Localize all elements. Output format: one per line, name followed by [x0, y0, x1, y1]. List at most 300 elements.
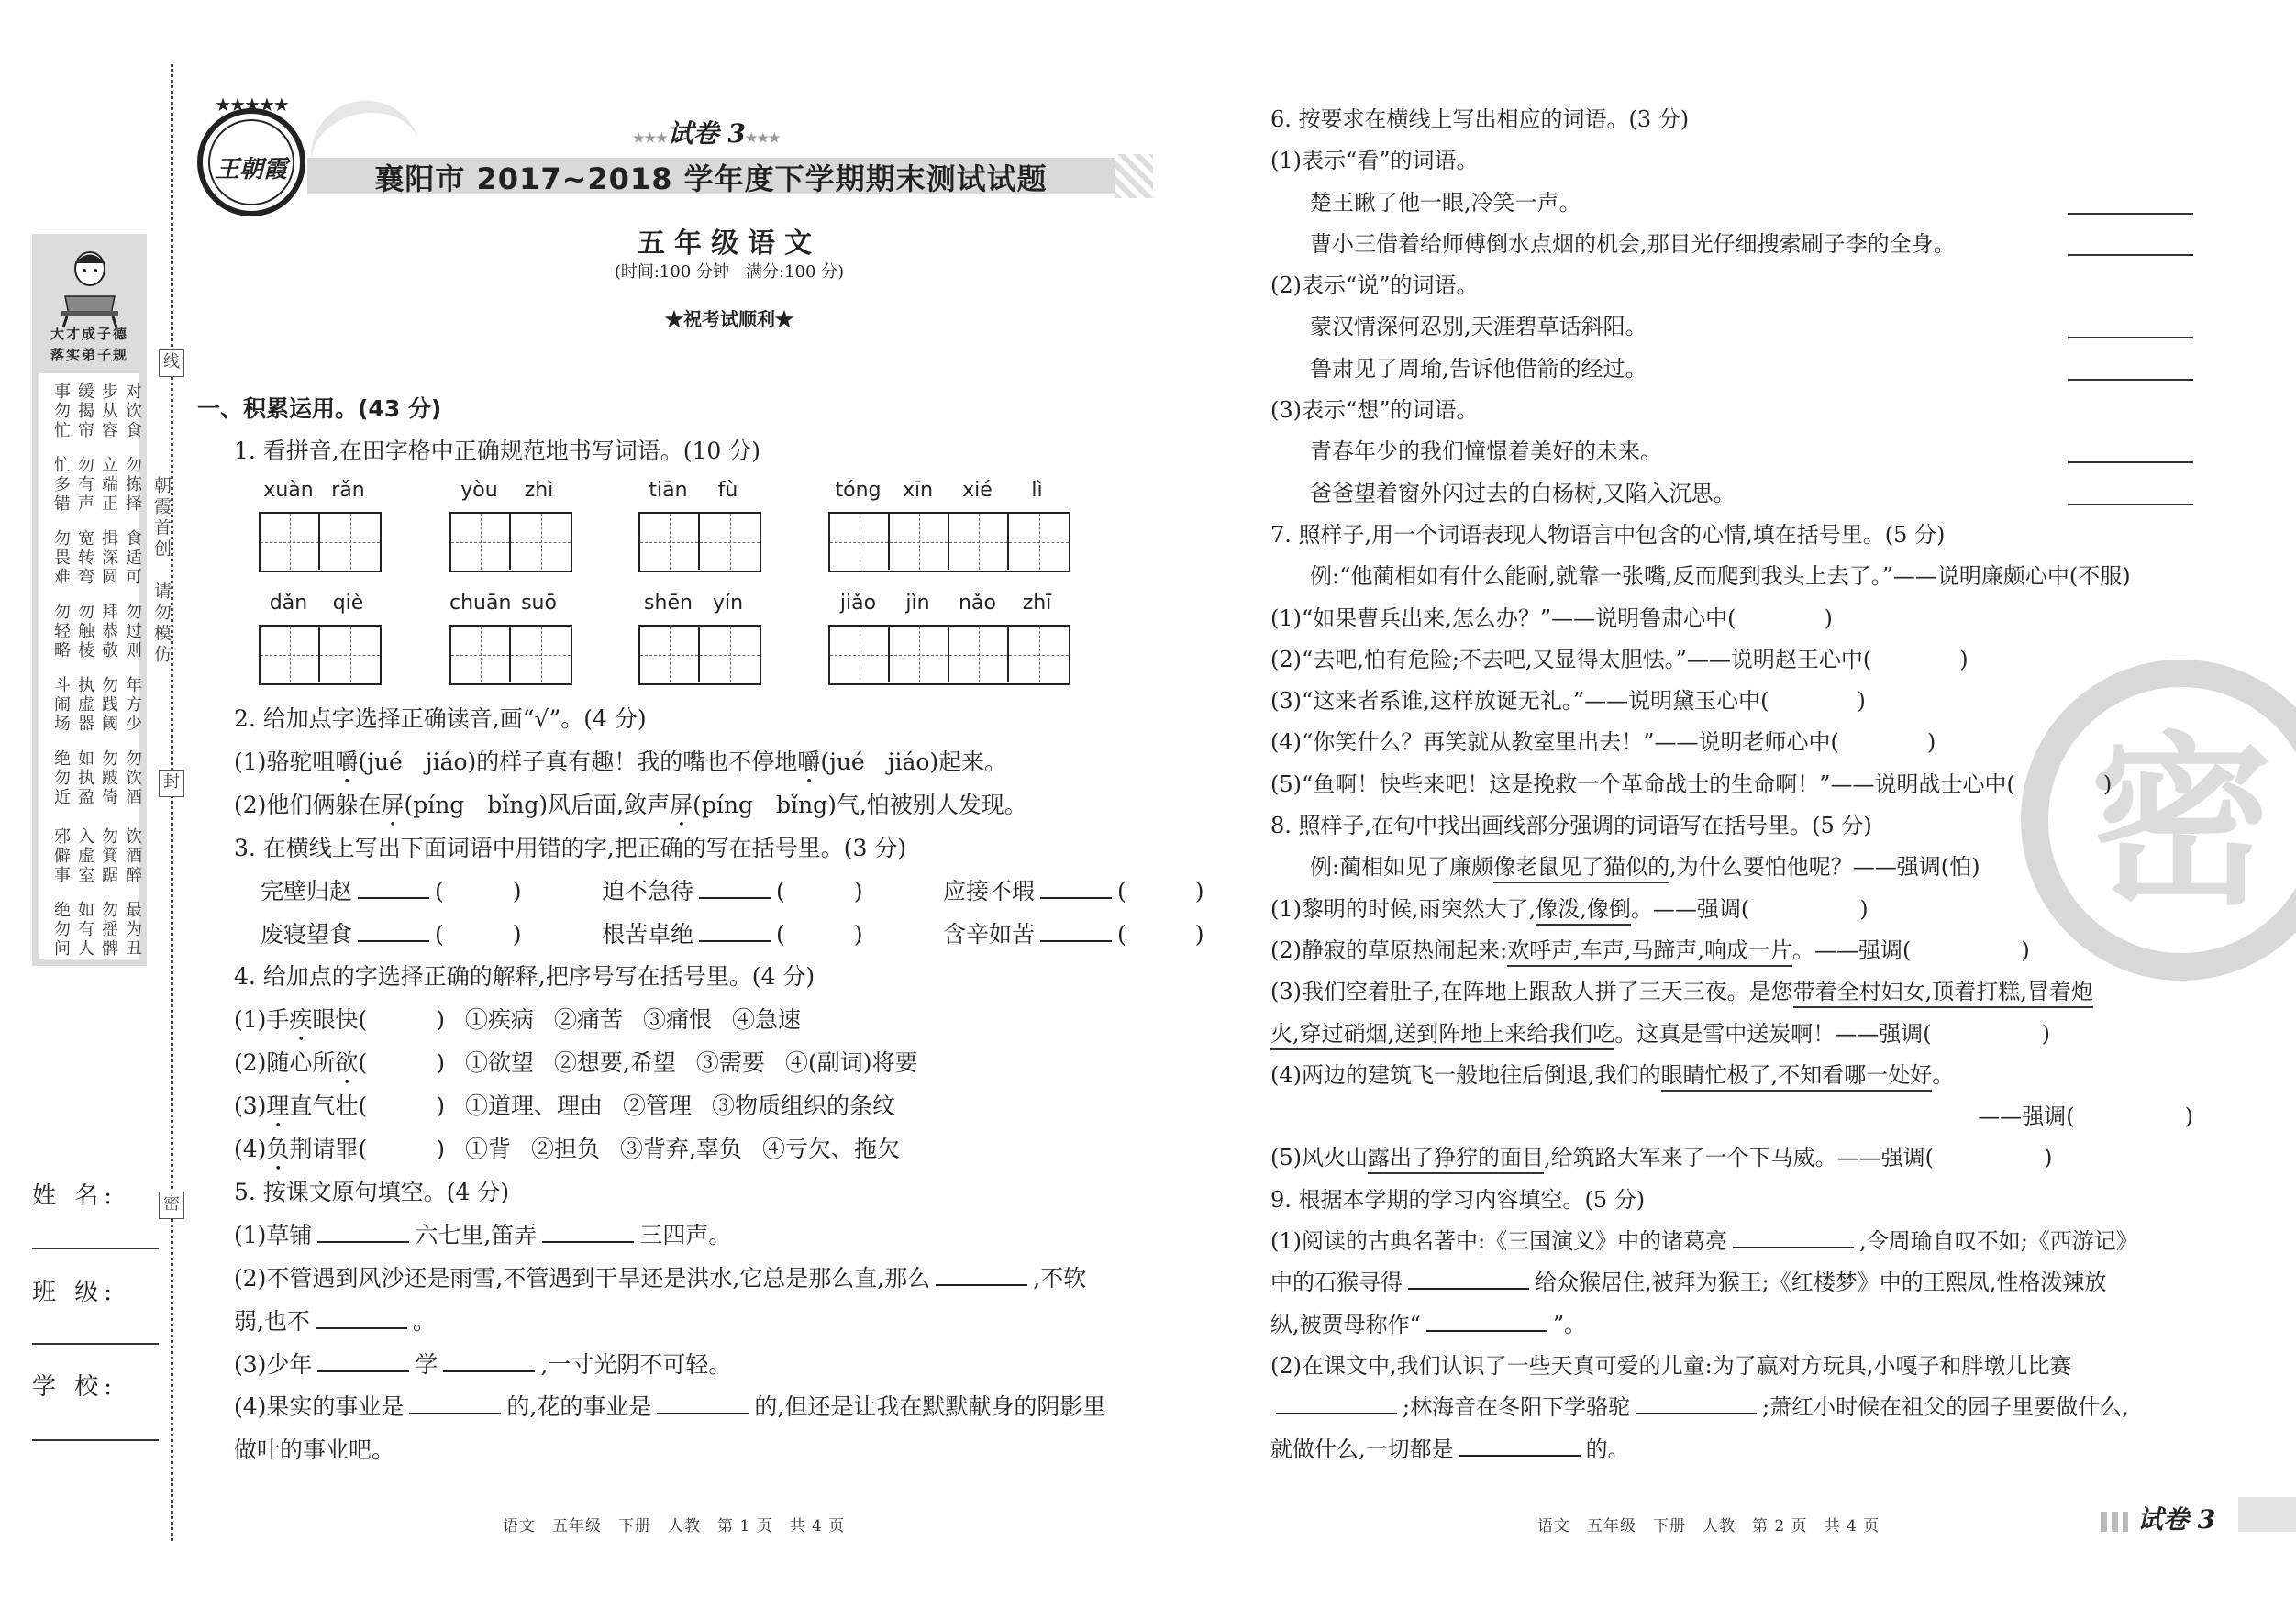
copyright-note: 朝霞首创 请勿模仿	[151, 476, 172, 666]
verse-group	[52, 901, 281, 959]
text-segment: 纵,被贾母称作“	[1270, 1311, 1421, 1337]
answer-option: ④亏欠、拖欠	[761, 1136, 900, 1162]
text-segment: 给众猴居住,被拜为猴王;《红楼梦》中的王熙凤,性格泼辣放	[1535, 1270, 2107, 1296]
idiom-text: 应接不瑕	[943, 877, 1036, 904]
text-segment: (3)表示“想”的词语。	[1270, 397, 1479, 424]
verse-column: 勿饮酒	[123, 749, 142, 807]
answer-blank[interactable]	[699, 879, 771, 899]
right-page-questions	[1270, 99, 2197, 1470]
answer-paren[interactable]: ( )	[1117, 920, 1204, 948]
underlined-phrase: 露出了狰狞的面目	[1368, 1145, 1544, 1174]
answer-option: ①疾病	[464, 1006, 534, 1034]
tianzige-cell[interactable]	[949, 514, 1009, 570]
answer-option: ①背	[464, 1136, 511, 1162]
dotted-character: 疾	[289, 1006, 313, 1034]
text-segment: ,令周瑜自叹不如;《西游记》	[1859, 1228, 2138, 1255]
logo-text: 王朝霞	[215, 156, 287, 183]
question-line	[1270, 140, 2197, 182]
tianzige-cell[interactable]	[511, 514, 571, 570]
dotted-character: 负	[266, 1136, 290, 1162]
answer-blank[interactable]	[317, 1223, 409, 1243]
answer-blank[interactable]	[409, 1394, 501, 1414]
answer-line[interactable]	[2068, 254, 2193, 256]
text-segment: 8. 照样子,在句中找出画线部分强调的词语写在括号里。(5 分)	[1270, 813, 1872, 839]
answer-line[interactable]	[2068, 461, 2193, 463]
answer-blank[interactable]	[1276, 1394, 1397, 1414]
sidebar-dizigui-panel	[32, 234, 147, 966]
verse-column: 勿轻略	[51, 603, 71, 660]
motto-line: 落实弟子规	[50, 347, 128, 363]
name-label: 姓 名:	[32, 1182, 118, 1210]
text-segment: (4)“你笑什么？再笑就从教室里出去！”——说明老师心中( )	[1270, 729, 1936, 756]
pinyin-label: yín	[712, 592, 744, 615]
answer-paren[interactable]: ( )	[435, 877, 522, 904]
verse-column: 勿过则	[123, 603, 142, 660]
pinyin-label: xié	[962, 479, 993, 502]
verse-column: 斗闹场	[51, 676, 71, 734]
question-line	[1270, 1137, 2197, 1179]
text-segment: ;林海音在冬阳下学骆驼	[1403, 1394, 1631, 1421]
paper-number	[633, 114, 781, 150]
question-line	[234, 1347, 731, 1380]
star-icon: ★★★	[633, 131, 668, 146]
answer-line[interactable]	[2068, 337, 2193, 338]
text-segment: 眼快( )	[312, 1006, 445, 1034]
answer-line[interactable]	[2068, 379, 2193, 381]
question-line	[234, 787, 1027, 832]
verse-column: 立端正	[99, 456, 118, 514]
answer-option: ③需要	[695, 1049, 765, 1077]
text-segment: (2)不管遇到风沙还是雨雪,不管遇到干旱还是洪水,它总是那么直,那么	[234, 1264, 931, 1292]
verse-column: 宽转弯	[75, 529, 94, 587]
pinyin-label: xīn	[902, 479, 934, 502]
answer-blank[interactable]	[317, 1352, 409, 1372]
answer-option: ③痛恨	[642, 1006, 712, 1034]
question-line	[234, 1389, 1105, 1422]
choice-question-row	[234, 1002, 801, 1047]
text-segment: ;萧红小时候在祖父的园子里要做什么,	[1762, 1394, 2129, 1421]
tianzige-cell[interactable]	[640, 514, 700, 570]
verse-column: 揖深圆	[99, 529, 118, 587]
pinyin-label: shēn	[644, 592, 693, 615]
publisher-logo	[197, 94, 305, 216]
question-line	[1270, 183, 2197, 224]
binding-mark-line: 线	[159, 349, 184, 377]
text-segment: (2)表示“说”的词语。	[1270, 272, 1479, 299]
text-segment: ,给筑路大军来了一个下马威。——强调( )	[1544, 1145, 2053, 1171]
answer-line[interactable]	[2068, 504, 2193, 505]
question-line	[234, 1260, 1086, 1293]
underlined-phrase: 眼睛忙极了,不知看哪一处好	[1661, 1062, 1933, 1092]
text-segment: 的。	[1585, 1436, 1630, 1462]
verse-column: 入虚室	[75, 827, 94, 885]
answer-paren[interactable]: ( )	[435, 920, 522, 948]
answer-blank[interactable]	[443, 1352, 535, 1372]
tianzige-box-group	[259, 625, 382, 685]
question-line	[234, 1217, 731, 1250]
question-1-heading: 1. 看拼音,在田字格中正确规范地书写词语。(10 分)	[234, 438, 761, 464]
text-segment: (2)静寂的草原热闹起来:	[1270, 937, 1508, 963]
pinyin-label: fù	[717, 479, 738, 502]
text-segment: ”。	[1552, 1311, 1587, 1337]
exam-title: 襄阳市 2017~2018 学年度下学期期末测试试题	[374, 161, 1048, 196]
tianzige-cell[interactable]	[890, 514, 949, 570]
underlined-phrase: 像老鼠见了猫似的	[1493, 854, 1669, 883]
tianzige-box-group	[828, 625, 1070, 685]
answer-option: ①欲望	[464, 1049, 534, 1077]
verse-column: 事勿忙	[51, 383, 71, 440]
answer-paren[interactable]: ( )	[1117, 877, 1204, 904]
text-segment: (3)“这来者系谁,这样放诞无礼。”——说明黛玉心中( )	[1270, 688, 1866, 715]
question-line	[1270, 431, 2197, 472]
text-segment: 2. 给加点字选择正确读音,画“√”。(4 分)	[234, 705, 647, 732]
pinyin-label: nǎo	[959, 592, 996, 615]
text-segment: (2)在课文中,我们认识了一些天真可爱的儿童:为了赢对方玩具,小嘎子和胖墩儿比赛	[1270, 1352, 2072, 1379]
ribbon-pattern	[1115, 154, 1153, 198]
tianzige-box-group	[638, 625, 761, 685]
verse-column: 饮酒醉	[123, 827, 142, 885]
underlined-phrase: 火,穿过硝烟,送到阵地上来给我们吃	[1270, 1021, 1614, 1050]
tianzige-cell[interactable]	[1009, 627, 1069, 682]
question-line	[1270, 224, 2197, 265]
good-luck-text: ★祝考试顺利★	[665, 308, 793, 330]
tianzige-cell[interactable]	[890, 627, 949, 682]
text-segment: 直气壮( )	[289, 1092, 445, 1120]
question-line	[1270, 99, 2197, 140]
correction-item	[261, 873, 602, 906]
tianzige-cell[interactable]	[700, 627, 760, 682]
question-line	[1270, 889, 2197, 930]
question-line	[1270, 1387, 2197, 1428]
dotted-character: 屏	[670, 791, 693, 818]
verse-column: 最为丑	[123, 901, 142, 959]
question-line	[1270, 556, 2197, 597]
text-segment: 例:“他蔺相如有什么能耐,就靠一张嘴,反而爬到我头上去了。”——说明廉颇心中(不服)	[1310, 563, 2131, 590]
tianzige-cell[interactable]	[1009, 514, 1069, 570]
answer-blank[interactable]	[1408, 1270, 1529, 1290]
class-input-line[interactable]	[32, 1343, 159, 1345]
question-line	[1270, 971, 2197, 1013]
student-reading-illustration	[58, 241, 122, 328]
tianzige-cell[interactable]	[261, 627, 320, 682]
question-line	[1270, 764, 2197, 805]
tianzige-cell[interactable]	[640, 627, 700, 682]
correction-item	[602, 916, 943, 949]
text-segment: ,不软	[1033, 1264, 1087, 1292]
verse-group	[52, 603, 281, 660]
text-segment: (1)黎明的时候,雨突然大了,	[1270, 895, 1536, 922]
tianzige-cell[interactable]	[511, 627, 571, 682]
idiom-text: 完壁归赵	[261, 877, 353, 904]
paper-badge: 试卷 3	[2137, 1504, 2216, 1535]
pinyin-label: tiān	[649, 479, 688, 502]
question-line	[234, 830, 906, 863]
answer-blank[interactable]	[657, 1394, 749, 1414]
paper-number-text: 试卷 3	[667, 118, 746, 149]
tianzige-cell[interactable]	[320, 627, 380, 682]
answer-option: ③背弃,辜负	[619, 1136, 742, 1162]
question-line	[1270, 473, 2197, 515]
text-segment: (4)两边的建筑飞一般地往后倒退,我们的	[1270, 1061, 1661, 1088]
text-segment: 弱,也不	[234, 1307, 310, 1335]
answer-paren[interactable]: ( )	[776, 877, 863, 904]
question-line	[1270, 639, 2197, 681]
correction-item	[261, 916, 602, 949]
answer-blank[interactable]	[699, 922, 771, 942]
text-segment: 6. 按要求在横线上写出相应的词语。(3 分)	[1270, 106, 1690, 132]
answer-option: ②痛苦	[553, 1006, 623, 1034]
badge-pattern	[2101, 1512, 2128, 1532]
school-input-line[interactable]	[32, 1439, 159, 1441]
choice-question-row	[234, 1131, 900, 1176]
text-segment: 做叶的事业吧。	[234, 1436, 395, 1464]
tianzige-cell[interactable]	[320, 514, 380, 570]
answer-option: ④急速	[732, 1006, 802, 1034]
answer-blank[interactable]	[1636, 1394, 1757, 1414]
text-segment: (1)“如果曹兵出来,怎么办？”——说明鲁肃心中( )	[1270, 604, 1833, 631]
correction-row	[261, 873, 1284, 906]
verse-column: 勿有声	[75, 456, 94, 514]
question-line	[1270, 722, 2197, 763]
badge-background	[2238, 1497, 2296, 1532]
dotted-character: 理	[266, 1092, 290, 1120]
verse-column: 勿畏难	[51, 529, 71, 587]
star-icon: ★★★	[745, 131, 781, 146]
text-segment: 爸爸望着窗外闪过去的白杨树,又陷入沉思。	[1310, 480, 1736, 506]
section-heading: 一、积累运用。(43 分)	[197, 395, 442, 422]
answer-blank[interactable]	[358, 879, 429, 899]
choice-question-row	[234, 1088, 895, 1133]
question-line	[234, 1303, 436, 1336]
text-segment: ——强调( )	[1978, 1103, 2193, 1130]
text-segment: 。	[412, 1307, 436, 1335]
motto-line: 大才成子德	[50, 326, 128, 342]
choice-question-row	[234, 1045, 917, 1090]
idiom-text: 含辛如苦	[943, 920, 1036, 948]
text-segment: (2)他们俩躲在	[234, 791, 382, 818]
tianzige-cell[interactable]	[949, 627, 1009, 682]
correction-row	[261, 916, 1284, 949]
verse-column: 拜恭敬	[99, 603, 118, 660]
answer-option: ③物质组织的条纹	[711, 1092, 895, 1120]
text-segment: 。	[1932, 1061, 1955, 1088]
pinyin-label: lì	[1031, 479, 1043, 502]
verse-column: 步从容	[99, 383, 118, 440]
answer-paren[interactable]: ( )	[776, 920, 863, 948]
question-line	[1270, 1429, 2197, 1470]
text-segment: (1)草铺	[234, 1221, 313, 1248]
text-segment: 9. 根据本学期的学习内容填空。(5 分)	[1270, 1186, 1646, 1213]
answer-option: ②担负	[530, 1136, 600, 1162]
correction-item	[943, 873, 1284, 906]
question-line	[1270, 847, 2197, 888]
text-segment: (4)	[234, 1136, 267, 1162]
question-line	[234, 744, 1007, 789]
text-segment: (jué jiáo)起来。	[820, 748, 1008, 775]
verse-column: 勿跛倚	[99, 749, 118, 807]
verse-column: 勿拣择	[123, 456, 142, 514]
text-segment: 的,花的事业是	[506, 1393, 652, 1421]
verse-column: 缓揭帘	[75, 383, 94, 440]
question-line	[1270, 349, 2197, 390]
time-and-score: (时间:100 分钟 满分:100 分)	[614, 262, 845, 282]
pinyin-label: jiǎo	[839, 592, 877, 615]
text-segment: 学	[415, 1350, 438, 1378]
text-segment: 荆请罪( )	[289, 1136, 445, 1162]
pinyin-label: dǎn	[269, 592, 308, 615]
correction-item	[602, 873, 943, 906]
answer-line[interactable]	[2068, 213, 2193, 215]
verse-column: 勿摇髀	[99, 901, 118, 959]
answer-blank[interactable]	[542, 1223, 634, 1243]
text-segment: 六七里,笛弄	[415, 1221, 538, 1248]
tianzige-cell[interactable]	[700, 514, 760, 570]
text-segment: 青春年少的我们憧憬着美好的未来。	[1310, 438, 1662, 465]
pinyin-label: tóng	[835, 479, 882, 502]
pinyin-label: xuàn	[263, 479, 314, 502]
idiom-text: 根苦卓绝	[602, 920, 694, 948]
question-line	[234, 701, 647, 734]
verse-column: 绝勿近	[51, 749, 71, 807]
class-label: 班 级:	[32, 1279, 118, 1306]
pinyin-label: zhì	[524, 479, 554, 502]
page-footer-left: 语文 五年级 下册 人教 第 1 页 共 4 页	[503, 1517, 846, 1536]
verse-column: 勿践阈	[99, 676, 118, 734]
pinyin-label: yòu	[460, 479, 498, 502]
question-line	[1270, 1346, 2197, 1387]
text-segment: (2)随心所	[234, 1049, 336, 1077]
answer-blank[interactable]	[316, 1309, 407, 1329]
dotted-character: 欲	[335, 1049, 359, 1077]
text-segment: (1)手	[234, 1006, 290, 1034]
text-segment: 7. 照样子,用一个词语表现人物语言中包含的心情,填在括号里。(5 分)	[1270, 521, 1946, 548]
text-segment: 。——强调( )	[1791, 937, 2030, 963]
text-segment: ( )	[358, 1049, 445, 1077]
tianzige-cell[interactable]	[261, 514, 320, 570]
text-segment: (1)表示“看”的词语。	[1270, 148, 1479, 174]
pinyin-label: suō	[521, 592, 557, 615]
text-segment: 例:蔺相如见了廉颇	[1310, 854, 1494, 881]
text-segment: (1)阅读的古典名著中:《三国演义》中的诸葛亮	[1270, 1228, 1728, 1255]
answer-blank[interactable]	[1040, 922, 1112, 942]
answer-blank[interactable]	[936, 1266, 1027, 1286]
idiom-text: 迫不急待	[602, 877, 694, 904]
answer-blank[interactable]	[358, 922, 429, 942]
text-segment: 5. 按课文原句填空。(4 分)	[234, 1178, 510, 1205]
text-segment: (2)“去吧,怕有危险;不去吧,又显得太胆怯。”——说明赵王心中( )	[1270, 646, 1969, 672]
text-segment: 。这真是雪中送炭啊！——强调( )	[1614, 1020, 2050, 1047]
text-segment: 鲁肃见了周瑜,告诉他借箭的经过。	[1310, 355, 1647, 382]
verse-column: 执虚器	[75, 676, 94, 734]
tianzige-cell[interactable]	[830, 514, 890, 570]
text-segment: 楚王瞅了他一眼,冷笑一声。	[1310, 189, 1581, 216]
binding-mark-seal: 封	[159, 770, 184, 797]
question-line	[1270, 306, 2197, 348]
dizigui-verse-box	[39, 373, 142, 959]
verse-column: 勿触棱	[75, 603, 94, 660]
verse-column: 对饮食	[123, 383, 142, 440]
dotted-character: 嚼	[797, 748, 821, 775]
text-segment: (4)果实的事业是	[234, 1393, 405, 1421]
answer-option: ②管理	[622, 1092, 692, 1120]
dotted-character: 嚼	[335, 748, 359, 775]
text-segment: 3. 在横线上写出下面词语中用错的字,把正确的写在括号里。(3 分)	[234, 834, 907, 861]
text-segment: (píng bǐng)气,怕被别人发现。	[693, 791, 1027, 818]
answer-blank[interactable]	[1040, 879, 1112, 899]
underlined-phrase: 欢呼声,车声,马蹄声,响成一片	[1507, 937, 1792, 967]
question-line	[1270, 1014, 2197, 1055]
tianzige-box-group	[449, 512, 572, 572]
text-segment: 。——强调( )	[1630, 895, 1869, 922]
verse-column: 绝勿问	[51, 901, 71, 959]
answer-blank[interactable]	[1733, 1228, 1854, 1248]
verse-column: 如执盈	[75, 749, 94, 807]
text-segment: (1)骆驼咀	[234, 748, 336, 775]
text-segment: (3)少年	[234, 1350, 313, 1378]
answer-blank[interactable]	[1459, 1436, 1581, 1457]
question-line	[234, 1174, 509, 1207]
text-segment: 就做什么,一切都是	[1270, 1436, 1454, 1462]
text-segment: 三四声。	[639, 1221, 732, 1248]
question-line	[1270, 1096, 2197, 1137]
pinyin-label: chuān	[449, 592, 512, 615]
pinyin-label: rǎn	[331, 479, 365, 502]
text-segment: 的,但还是让我在默默献身的阴影里	[754, 1393, 1106, 1421]
text-segment: 中的石猴寻得	[1270, 1270, 1403, 1296]
verse-column: 如有人	[75, 901, 94, 959]
question-line	[1270, 1221, 2197, 1262]
text-segment: (píng bǐng)风后面,敛声	[404, 791, 671, 818]
tianzige-box-group	[449, 625, 572, 685]
idiom-text: 废寝望食	[261, 920, 353, 948]
question-line	[1270, 1262, 2197, 1303]
question-line	[1270, 515, 2197, 556]
question-line	[1270, 1180, 2197, 1221]
tianzige-cell[interactable]	[830, 627, 890, 682]
tianzige-box-group	[828, 512, 1070, 572]
underlined-phrase: 像泼,像倒	[1536, 896, 1631, 926]
question-line	[1270, 390, 2197, 431]
text-segment: (5)风火山	[1270, 1145, 1368, 1171]
answer-option: ①道理、理由	[464, 1092, 603, 1120]
underlined-phrase: 带着全村妇女,顶着打糕,冒着炮	[1793, 979, 2093, 1008]
text-segment: ,为什么要怕他呢？——强调(怕)	[1669, 854, 1980, 881]
correction-item	[943, 916, 1284, 949]
watermark-text: 密	[2089, 715, 2274, 930]
binding-mark-secret: 密	[159, 1192, 184, 1219]
text-segment: (3)我们空着肚子,在阵地上跟敌人拼了三天三夜。是您	[1270, 979, 1793, 1005]
text-segment: 曹小三借着给师傅倒水点烟的机会,那目光仔细搜索刷子李的全身。	[1310, 230, 1956, 257]
school-label: 学 校:	[32, 1373, 118, 1401]
tianzige-box-group	[259, 512, 382, 572]
verse-group	[52, 529, 281, 587]
text-segment: (jué jiáo)的样子真有趣！我的嘴也不停地	[358, 748, 798, 775]
question-line	[1270, 598, 2197, 639]
answer-blank[interactable]	[1426, 1312, 1547, 1332]
name-input-line[interactable]	[32, 1248, 159, 1249]
verse-column: 忙多错	[51, 456, 71, 514]
tianzige-box-group	[638, 512, 761, 572]
question-line	[1270, 805, 2197, 847]
tianzige-cell[interactable]	[451, 514, 511, 570]
verse-column: 食适可	[123, 529, 142, 587]
text-segment: (3)	[234, 1092, 267, 1120]
text-segment: 蒙汉情深何忍别,天涯碧草话斜阳。	[1310, 314, 1647, 340]
pinyin-label: jìn	[905, 592, 930, 615]
tianzige-cell[interactable]	[451, 627, 511, 682]
text-segment: (5)“鱼啊！快些来吧！这是挽救一个革命战士的生命啊！”——说明战士心中( )	[1270, 771, 2113, 797]
question-line	[1270, 930, 2197, 971]
